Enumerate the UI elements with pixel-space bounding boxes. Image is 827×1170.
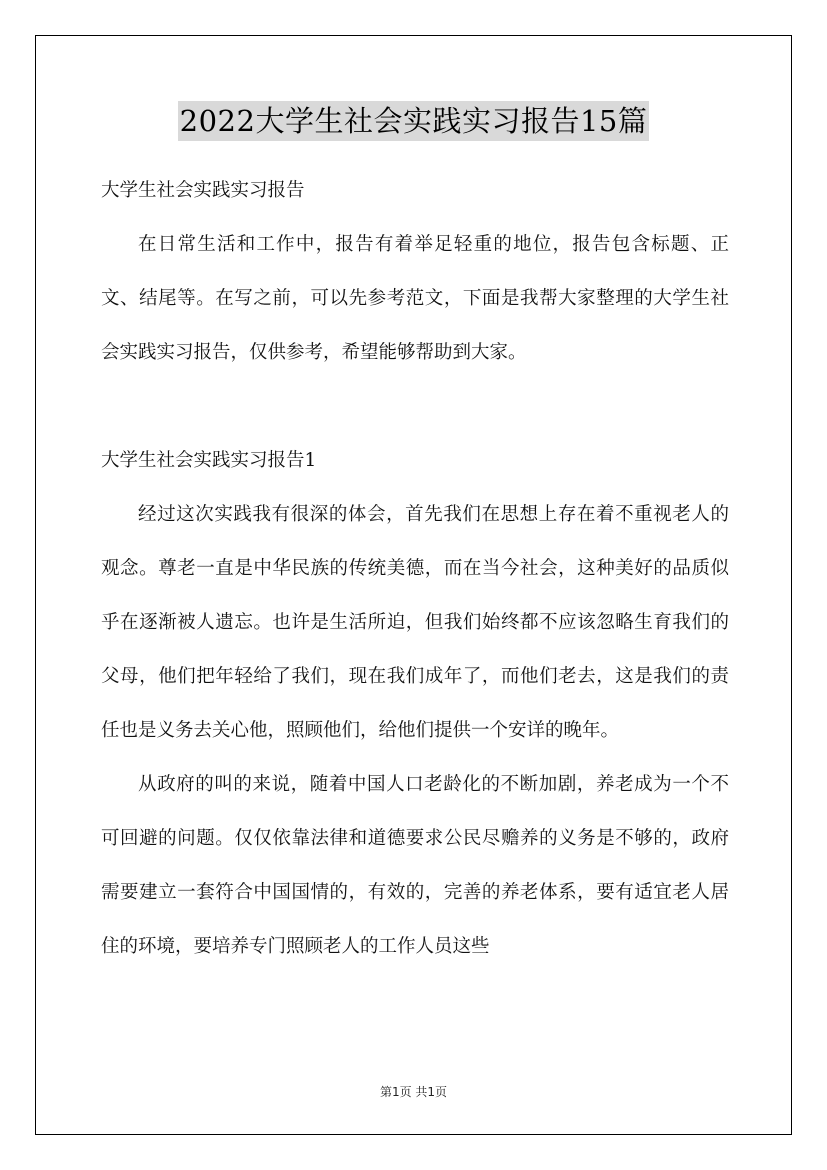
document-body: [101, 164, 729, 974]
page-footer: 第1页 共1页: [379, 1085, 448, 1099]
intro-paragraph: 在日常生活和工作中，报告有着举足轻重的地位，报告包含标题、正文、结尾等。在写之前，可以先参考范文，下面是我帮大家整理的大学生社会实践实习报告，仅供参考，希望能够帮助到大家。: [101, 234, 729, 363]
document-title: 2022大学生社会实践实习报告15篇: [178, 101, 650, 141]
title-wrap: [0, 101, 827, 141]
section-1-paragraph-2: 从政府的叫的来说，随着中国人口老龄化的不断加剧，养老成为一个不可回避的问题。仅仅依靠法律和道德要求公民尽赡养的义务是不够的，政府需要建立一套符合中国国情的，有效的，完善的养老体系，要有适宜老人居住的环境，要培养专门照顾老人的工作人员这些: [101, 774, 729, 957]
section-1-heading: 大学生社会实践实习报告1: [101, 450, 317, 471]
intro-heading: 大学生社会实践实习报告: [101, 180, 305, 201]
section-spacer: [101, 380, 729, 434]
section-1-paragraph-1: 经过这次实践我有很深的体会，首先我们在思想上存在着不重视老人的观念。尊老一直是中华民族的传统美德，而在当今社会，这种美好的品质似乎在逐渐被人遗忘。也许是生活所迫，但我们始终都不应该忽略生育我们的父母，他们把年轻给了我们，现在我们成年了，而他们老去，这是我们的责任也是义务去关心他，照顾他们，给他们提供一个安详的晚年。: [101, 504, 729, 741]
